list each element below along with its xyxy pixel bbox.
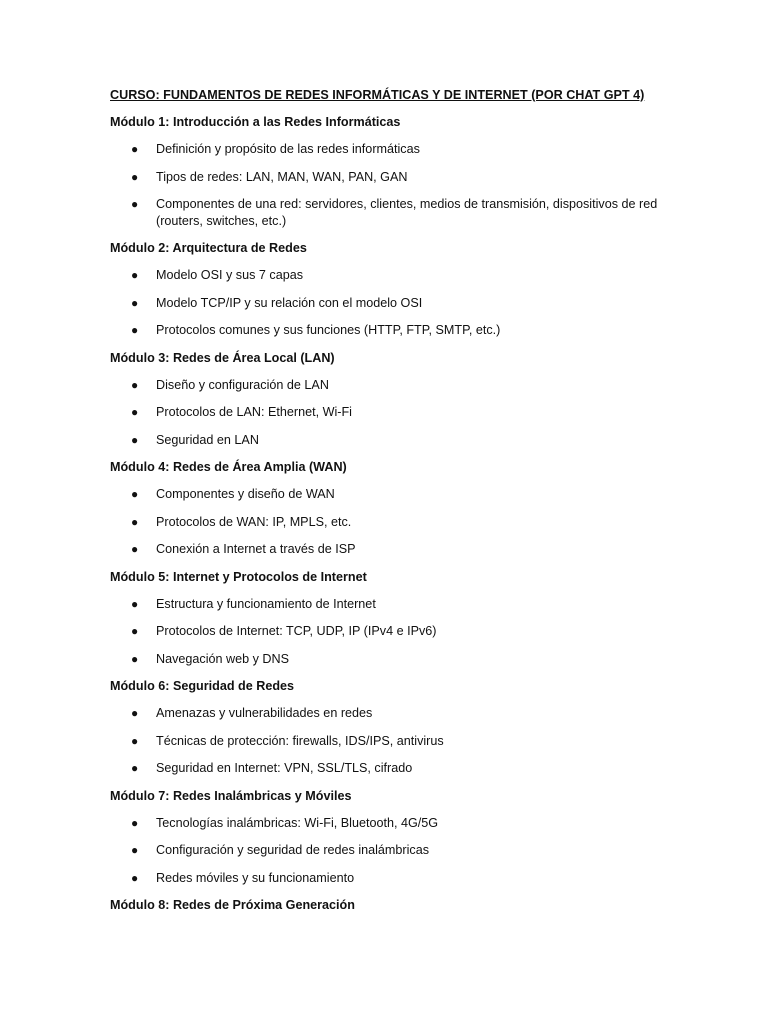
module-section [110,678,668,777]
list-item [110,486,668,503]
topic-text: Componentes de una red: servidores, clientes, medios de transmisión, dispositivos de red (routers, switches, etc.) [156,197,658,228]
list-item [110,322,668,339]
topic-text: Modelo OSI y sus 7 capas [156,268,303,282]
module-section [110,788,668,887]
bullet-icon: ● [131,733,139,748]
topic-list [110,815,668,887]
module-heading: Módulo 3: Redes de Área Local (LAN) [110,350,335,365]
list-item [110,514,668,531]
topic-list [110,705,668,777]
module-section [110,897,668,913]
topic-list [110,596,668,668]
topic-text: Tecnologías inalámbricas: Wi-Fi, Bluetooth, 4G/5G [156,815,439,830]
list-item [110,377,668,394]
list-item [110,169,668,186]
list-item [110,760,668,777]
bullet-icon: ● [131,405,139,419]
module-heading: Módulo 8: Redes de Próxima Generación [110,898,355,912]
course-title: CURSO: FUNDAMENTOS DE REDES INFORMÁTICAS Y DE INTERNET (POR CHAT GPT 4) [110,88,645,102]
topic-text: Amenazas y vulnerabilidades en redes [156,706,373,720]
module-heading: Módulo 6: Seguridad de Redes [110,679,295,693]
bullet-icon: ● [131,843,139,857]
list-item [110,870,668,887]
topic-list [110,486,668,558]
topic-text: Protocolos de Internet: TCP, UDP, IP (IPv4 e IPv6) [156,624,437,638]
list-item [110,651,668,668]
bullet-icon: ● [131,169,139,184]
list-item [110,196,668,229]
bullet-icon: ● [131,142,139,156]
topic-text: Navegación web y DNS [156,651,289,666]
module-section [110,350,668,449]
bullet-icon: ● [131,596,139,611]
module-list [110,114,668,913]
topic-text: Modelo TCP/IP y su relación con el modelo OSI [156,295,423,310]
list-item [110,541,668,558]
bullet-icon: ● [131,870,139,885]
list-item [110,733,668,750]
list-item [110,842,668,859]
topic-text: Seguridad en LAN [156,432,259,447]
topic-text: Componentes y diseño de WAN [156,487,335,501]
list-item [110,295,668,312]
topic-text: Definición y propósito de las redes informáticas [156,142,420,156]
topic-text: Técnicas de protección: firewalls, IDS/IPS, antivirus [156,733,444,748]
module-heading: Módulo 4: Redes de Área Amplia (WAN) [110,460,347,474]
list-item [110,404,668,421]
topic-list [110,377,668,449]
bullet-icon: ● [131,761,139,775]
bullet-icon: ● [131,542,139,556]
bullet-icon: ● [131,377,139,392]
list-item [110,815,668,832]
module-heading: Módulo 1: Introducción a las Redes Informáticas [110,115,401,129]
bullet-icon: ● [131,651,139,666]
topic-list [110,141,668,229]
list-item [110,141,668,158]
topic-text: Diseño y configuración de LAN [156,377,329,392]
module-section [110,240,668,339]
topic-text: Redes móviles y su funcionamiento [156,870,355,885]
bullet-icon: ● [131,514,139,529]
topic-text: Conexión a Internet a través de ISP [156,542,356,556]
list-item [110,596,668,613]
bullet-icon: ● [131,432,139,447]
bullet-icon: ● [131,706,139,720]
bullet-icon: ● [131,624,139,638]
module-section [110,114,668,229]
module-heading: Módulo 7: Redes Inalámbricas y Móviles [110,788,352,803]
list-item [110,705,668,722]
bullet-icon: ● [131,268,139,282]
bullet-icon: ● [131,815,139,830]
bullet-icon: ● [131,295,139,310]
bullet-icon: ● [131,197,139,211]
list-item [110,267,668,284]
list-item [110,623,668,640]
topic-text: Protocolos comunes y sus funciones (HTTP, FTP, SMTP, etc.) [156,323,501,337]
list-item [110,432,668,449]
module-section [110,459,668,558]
module-heading: Módulo 2: Arquitectura de Redes [110,241,307,255]
module-section [110,569,668,668]
topic-text: Tipos de redes: LAN, MAN, WAN, PAN, GAN [156,169,408,184]
topic-text: Estructura y funcionamiento de Internet [156,596,376,611]
topic-text: Protocolos de WAN: IP, MPLS, etc. [156,514,352,529]
topic-list [110,267,668,339]
bullet-icon: ● [131,487,139,501]
topic-text: Protocolos de LAN: Ethernet, Wi-Fi [156,405,352,419]
bullet-icon: ● [131,323,139,337]
module-heading: Módulo 5: Internet y Protocolos de Internet [110,569,367,584]
topic-text: Configuración y seguridad de redes inalámbricas [156,843,430,857]
topic-text: Seguridad en Internet: VPN, SSL/TLS, cifrado [156,761,413,775]
